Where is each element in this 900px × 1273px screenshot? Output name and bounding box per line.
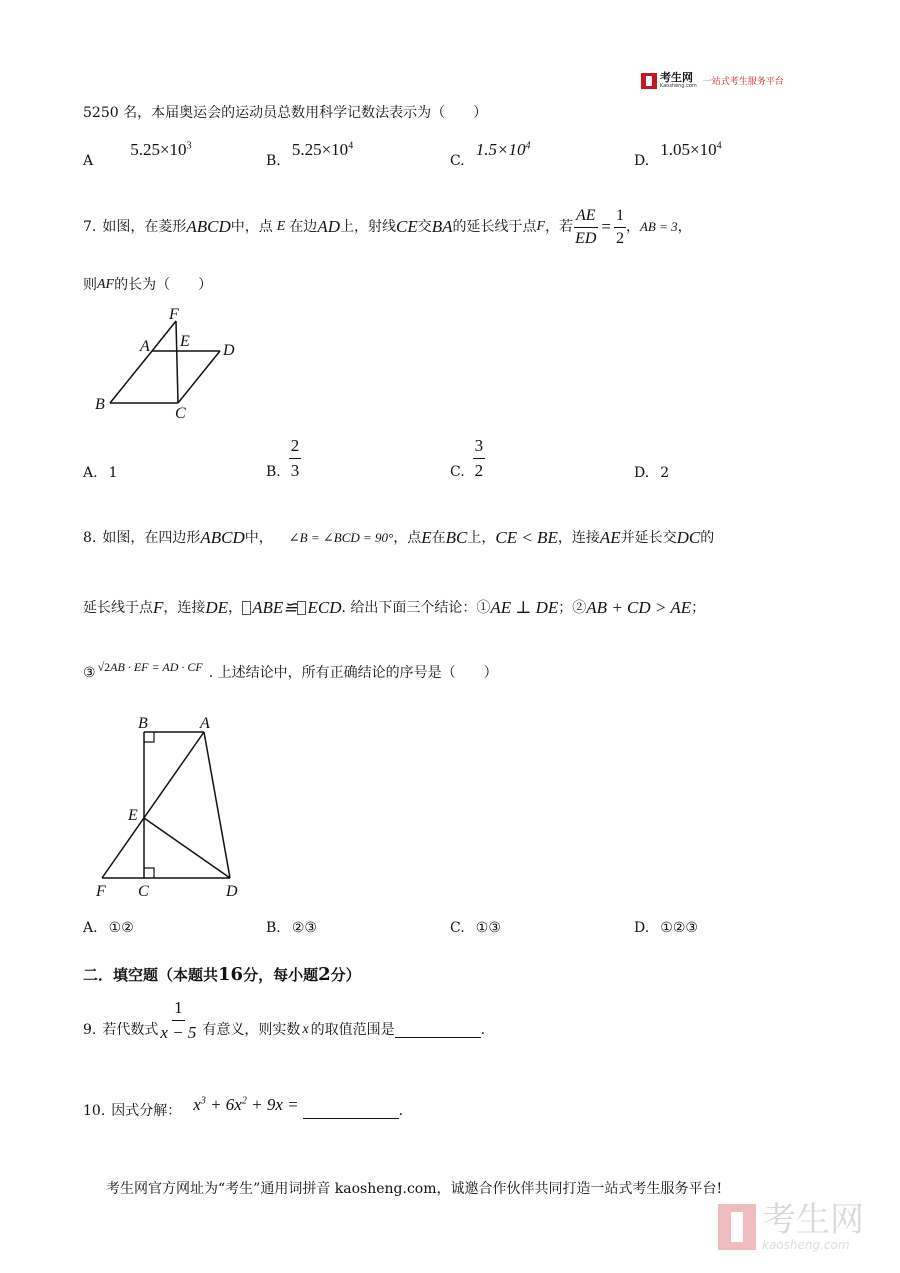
q8-text-8: 的 [700, 530, 715, 546]
option-label: A. [83, 920, 98, 936]
option-label: B. [266, 463, 281, 480]
option-label: C. [450, 153, 465, 169]
expr-part-b: + 6x [205, 1095, 242, 1114]
q7-text-5: 交 [417, 219, 432, 235]
q7-text-1: 如图，在菱形 [102, 219, 187, 235]
q9-end: . [480, 1022, 486, 1038]
q9-text-1: 若代数式 [102, 1022, 159, 1038]
q8-math-e: E [421, 528, 432, 547]
q7-comma2: ， [677, 219, 692, 235]
q8-text-3: ，点 [393, 530, 422, 546]
option-label: A [83, 153, 94, 169]
q8-option-b [266, 917, 317, 937]
q7-rhombus-figure [90, 305, 250, 425]
q8-option-a [83, 917, 134, 937]
q9-fraction [158, 998, 198, 1043]
q8-quadrilateral-figure [90, 708, 250, 904]
q9-number: 9. [83, 1022, 97, 1038]
option-label: B. [266, 153, 281, 169]
q7-option-b [266, 436, 301, 481]
q8-l2-math-conclusion2: AB + CD > AE [586, 598, 692, 617]
label-c: C [175, 405, 186, 422]
q10-stem [83, 1094, 403, 1128]
q8-math-dc: DC [676, 528, 701, 547]
q7-math-ce: CE [395, 217, 418, 236]
option-value: ①③ [475, 920, 501, 936]
q6-option-a [83, 140, 192, 169]
right-angle-mark-b [144, 732, 154, 742]
section-points: 16 [218, 964, 244, 985]
q7-math-e: E [276, 219, 286, 234]
q6-option-b [266, 140, 354, 169]
option-exponent: 4 [348, 140, 354, 152]
q7-math-ad: AD [317, 217, 340, 236]
q8-l3-math: AB · EF = AD · CF [110, 659, 203, 674]
q8-l3-sqrt: √2 [97, 659, 111, 674]
q8-l2-text-1: 延长线于点 [83, 600, 153, 616]
watermark-logo-icon [718, 1204, 756, 1250]
option-value: ①②③ [660, 920, 698, 936]
q8-l2-math-abe: ABE≌ [252, 598, 298, 617]
segment-ed [144, 818, 230, 878]
section-points-each: 2 [318, 964, 331, 985]
answer-blank[interactable] [303, 1104, 399, 1119]
option-mantissa: 1.05×10 [660, 140, 717, 159]
option-label: A. [83, 465, 98, 481]
logo-slogan: 一站式考生服务平台 [702, 77, 784, 87]
missing-glyph-box [242, 601, 251, 615]
q7-math-ab3: AB = 3 [639, 219, 678, 234]
q7-equals: = [601, 217, 611, 236]
q7-text-2: 中，点 [230, 219, 273, 235]
option-value: ②③ [291, 920, 317, 936]
label-d: D [223, 342, 235, 359]
segment-af [152, 321, 176, 351]
q8-math-angles: ∠B = ∠BCD = 90° [288, 530, 394, 545]
q7-line2-pre: 则 [83, 277, 97, 293]
q6-option-d [634, 140, 722, 169]
option-label: C. [450, 463, 465, 480]
missing-glyph-box [297, 601, 306, 615]
q10-expression [193, 1095, 298, 1115]
section-text-1: 二．填空题（本题共 [83, 966, 219, 984]
q7-option-c [450, 436, 485, 481]
q8-number: 8. [83, 530, 97, 546]
q6-stem: 5250 名，本届奥运会的运动员总数用科学记数法表示为（ ） [83, 105, 488, 121]
option-value: ①② [108, 920, 134, 936]
watermark-name: 考生网 [762, 1200, 864, 1240]
segment-dc [178, 351, 220, 403]
expr-exp-a: 3 [200, 1095, 206, 1107]
answer-blank[interactable] [395, 1023, 481, 1038]
header-logo [641, 72, 784, 89]
q7-text-3: 在边 [289, 219, 318, 235]
q8-l3-text-1: ③ [83, 665, 96, 681]
q7-comma: ， [625, 219, 640, 235]
fraction-numerator: 3 [473, 436, 486, 459]
q7-fraction-ae-ed [573, 207, 598, 248]
fraction-numerator: 1 [614, 207, 626, 228]
q8-text-6: ，连接 [557, 530, 600, 546]
label-d: D [226, 883, 238, 900]
q7-text-7: ，若 [545, 219, 574, 235]
segment-ad [204, 732, 230, 878]
logo-domain: Kaosheng.com [660, 83, 697, 89]
option-fraction [473, 436, 486, 481]
segment-af [102, 732, 204, 878]
label-a: A [140, 338, 150, 355]
option-exponent: 4 [525, 140, 531, 152]
q8-l2-text-5: ；② [558, 600, 587, 616]
logo-name: 考生网 [660, 71, 693, 84]
q8-math-ce-be: CE < BE [495, 528, 558, 547]
q9-math-x: x [302, 1022, 309, 1037]
q7-math-af: AF [97, 277, 115, 292]
q7-math-abcd: ABCD [186, 217, 231, 236]
fraction-denominator: ED [575, 229, 597, 247]
q7-math-f: F [536, 219, 546, 234]
option-exponent: 4 [716, 140, 722, 152]
q8-l2-math-conclusion1: AE ⊥ DE [490, 598, 559, 617]
watermark-domain: kaosheng.com [762, 1238, 850, 1252]
label-e: E [128, 807, 138, 824]
q8-l2-text-3: ， [228, 600, 243, 616]
option-exponent: 3 [186, 140, 192, 152]
q8-stem-line3 [83, 659, 498, 682]
q9-stem [83, 997, 486, 1054]
label-f: F [96, 883, 106, 900]
option-value: 2 [660, 465, 670, 481]
section-heading [83, 964, 361, 985]
option-label: D. [634, 465, 650, 481]
q8-math-bc: BC [445, 528, 468, 547]
q7-text-6: 的延长线于点 [452, 219, 537, 235]
footer-text: 考生网官方网址为“考生”通用词拼音 kaosheng.com，诚邀合作伙伴共同打造一站式考生服务平台! [106, 1181, 723, 1197]
q7-stem-line2 [83, 276, 212, 294]
q7-stem-line1 [83, 190, 692, 264]
q8-text-7: 并延长交 [620, 530, 677, 546]
fraction-numerator: 1 [172, 998, 185, 1021]
q8-l2-math-f: F [153, 598, 164, 617]
right-angle-mark-c [144, 868, 154, 878]
label-e: E [180, 333, 190, 350]
section-text-3: 分） [330, 966, 361, 984]
option-label: D. [634, 920, 650, 936]
q9-text-2: 有意义，则实数 [202, 1022, 301, 1038]
label-a: A [200, 715, 210, 732]
label-b: B [95, 396, 105, 413]
option-mantissa: 5.25×10 [291, 140, 349, 159]
q8-text-2: 中， [244, 530, 273, 546]
label-b: B [138, 715, 148, 732]
kaosheng-logo-icon [641, 73, 657, 89]
q8-l2-text-6: ； [691, 600, 706, 616]
fraction-denominator: 3 [290, 461, 300, 480]
fraction-denominator: 2 [474, 461, 484, 480]
q7-option-d [634, 462, 669, 482]
watermark [718, 1202, 864, 1252]
q7-number: 7. [83, 219, 97, 235]
q6-option-c [450, 140, 531, 169]
fraction-numerator: 2 [289, 436, 302, 459]
option-fraction [289, 436, 302, 481]
q8-option-c [450, 917, 501, 937]
option-label: D. [634, 153, 650, 169]
fraction-denominator: 2 [615, 229, 624, 247]
option-label: C. [450, 920, 465, 936]
q8-l3-text-2: . 上述结论中，所有正确结论的序号是（ ） [208, 665, 498, 681]
q10-text-1: 因式分解： [111, 1103, 182, 1119]
expr-part-c: + 9x = [246, 1095, 299, 1114]
q7-fraction-half [614, 207, 626, 248]
option-mantissa: 5.25×10 [130, 140, 187, 159]
q8-l2-text-4: . 给出下面三个结论：① [341, 600, 491, 616]
q7-math-ba: BA [431, 217, 453, 236]
option-mantissa: 1.5×10 [475, 140, 526, 159]
fraction-denominator: x − 5 [160, 1022, 197, 1042]
fraction-numerator: AE [574, 207, 598, 228]
q8-l2-math-de: DE [205, 598, 229, 617]
q8-math-ae: AE [599, 528, 621, 547]
q8-stem-line2 [83, 598, 705, 618]
section-text-2: 分，每小题 [243, 966, 319, 984]
q7-option-a [83, 462, 118, 482]
segment-ba [110, 351, 152, 403]
q8-option-d [634, 917, 698, 937]
segment-fc [176, 321, 178, 403]
q8-text-1: 如图，在四边形 [102, 530, 201, 546]
q8-l2-text-2: ，连接 [163, 600, 206, 616]
q8-math-abcd: ABCD [200, 528, 245, 547]
q9-text-3: 的取值范围是 [310, 1022, 395, 1038]
expr-part-a: x [193, 1095, 201, 1114]
expr-exp-b: 2 [241, 1095, 247, 1107]
q7-line2-post: 的长为（ ） [114, 277, 213, 293]
q8-text-5: 上， [467, 530, 496, 546]
q8-stem-line1 [83, 516, 714, 560]
option-value: 1 [108, 465, 118, 481]
option-label: B. [266, 920, 281, 936]
q10-end: . [398, 1103, 404, 1119]
label-f: F [169, 306, 179, 323]
q8-text-4: 在 [431, 530, 446, 546]
q8-l2-math-ecd: ECD [307, 598, 342, 617]
q10-number: 10. [83, 1103, 106, 1119]
label-c: C [138, 883, 149, 900]
q7-text-4: 上，射线 [339, 219, 396, 235]
